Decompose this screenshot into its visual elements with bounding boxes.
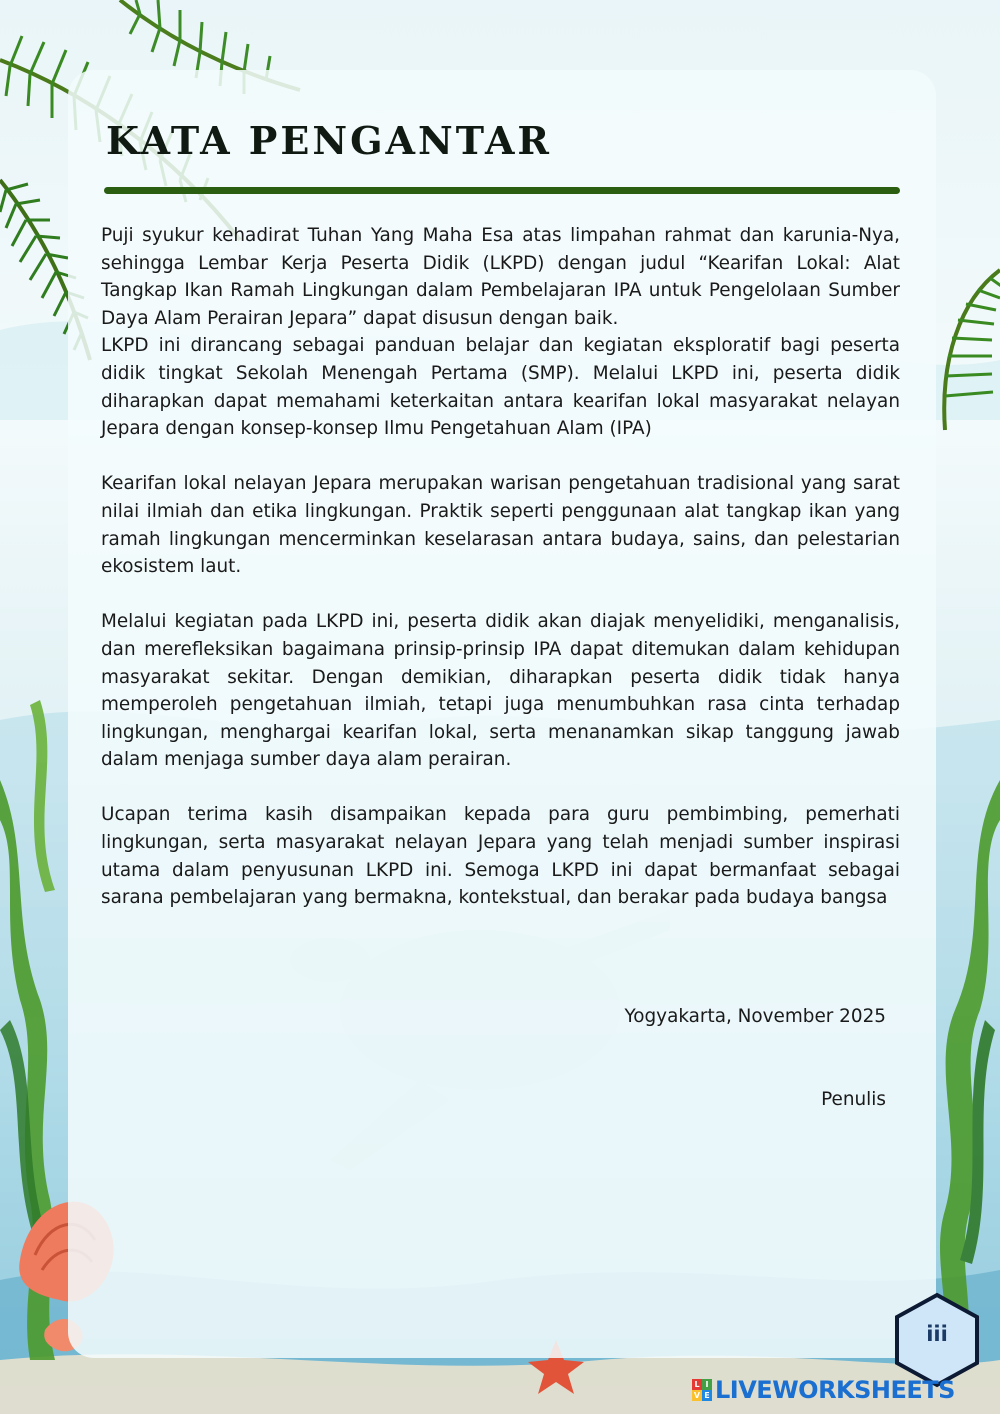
page-title: KATA PENGANTAR	[106, 118, 553, 163]
paragraph-3: Kearifan lokal nelayan Jepara merupakan warisan pengetahuan tradisional yang sarat nilai ilmiah dan etika lingkungan. Praktik seperti penggunaan alat tangkap ikan yang ramah lingkungan mencerminkan keselarasan antara budaya, sains, dan pelestarian ekosistem laut.	[101, 473, 900, 578]
liveworksheets-logo-icon: L I V E	[692, 1379, 712, 1401]
page-number: iii	[926, 1322, 948, 1346]
liveworksheets-brand: LIVEWORKSHEETS	[715, 1376, 955, 1404]
author-signature: Penulis	[821, 1089, 886, 1110]
paragraph-1: Puji syukur kehadirat Tuhan Yang Maha Esa atas limpahan rahmat dan karunia-Nya, sehingga Lembar Kerja Peserta Didik (LKPD) dengan judul “Kearifan Lokal: Alat Tangkap Ikan Ramah Lingkungan dalam Pembelajaran IPA untuk Pengelolaan Sumber Daya Alam Perairan Jepara” dapat disusun dengan baik.	[101, 225, 900, 329]
paragraph-5: Ucapan terima kasih disampaikan kepada para guru pembimbing, pemerhati lingkungan, serta masyarakat nelayan Jepara yang telah menjadi sumber inspirasi utama dalam penyusunan LKPD ini. Semoga LKPD ini dapat bermanfaat sebagai sarana pembelajaran yang bermakna, kontekstual, dan berakar pada budaya bangsa	[101, 804, 900, 909]
paragraph-2: LKPD ini dirancang sebagai panduan belajar dan kegiatan eksploratif bagi peserta didik tingkat Sekolah Menengah Pertama (SMP). Melalui LKPD ini, peserta didik diharapkan dapat memahami keterkaitan antara kearifan lokal masyarakat nelayan Jepara dengan konsep-konsep Ilmu Pengetahuan Alam (IPA)	[101, 335, 900, 440]
title-divider	[104, 187, 900, 194]
liveworksheets-watermark[interactable]	[692, 1375, 955, 1405]
paragraph-4: Melalui kegiatan pada LKPD ini, peserta didik akan diajak menyelidiki, menganalisis, dan merefleksikan bagaimana prinsip-prinsip IPA dapat ditemukan dalam kehidupan masyarakat sekitar. Dengan demikian, diharapkan peserta didik tidak hanya memperoleh pengetahuan ilmiah, tetapi juga menumbuhkan rasa cinta terhadap lingkungan, menghargai kearifan lokal, serta menanamkan sikap tanggung jawab dalam menjaga sumber daya alam perairan.	[101, 611, 900, 771]
preface-body	[101, 222, 900, 912]
place-date: Yogyakarta, November 2025	[624, 1006, 886, 1027]
